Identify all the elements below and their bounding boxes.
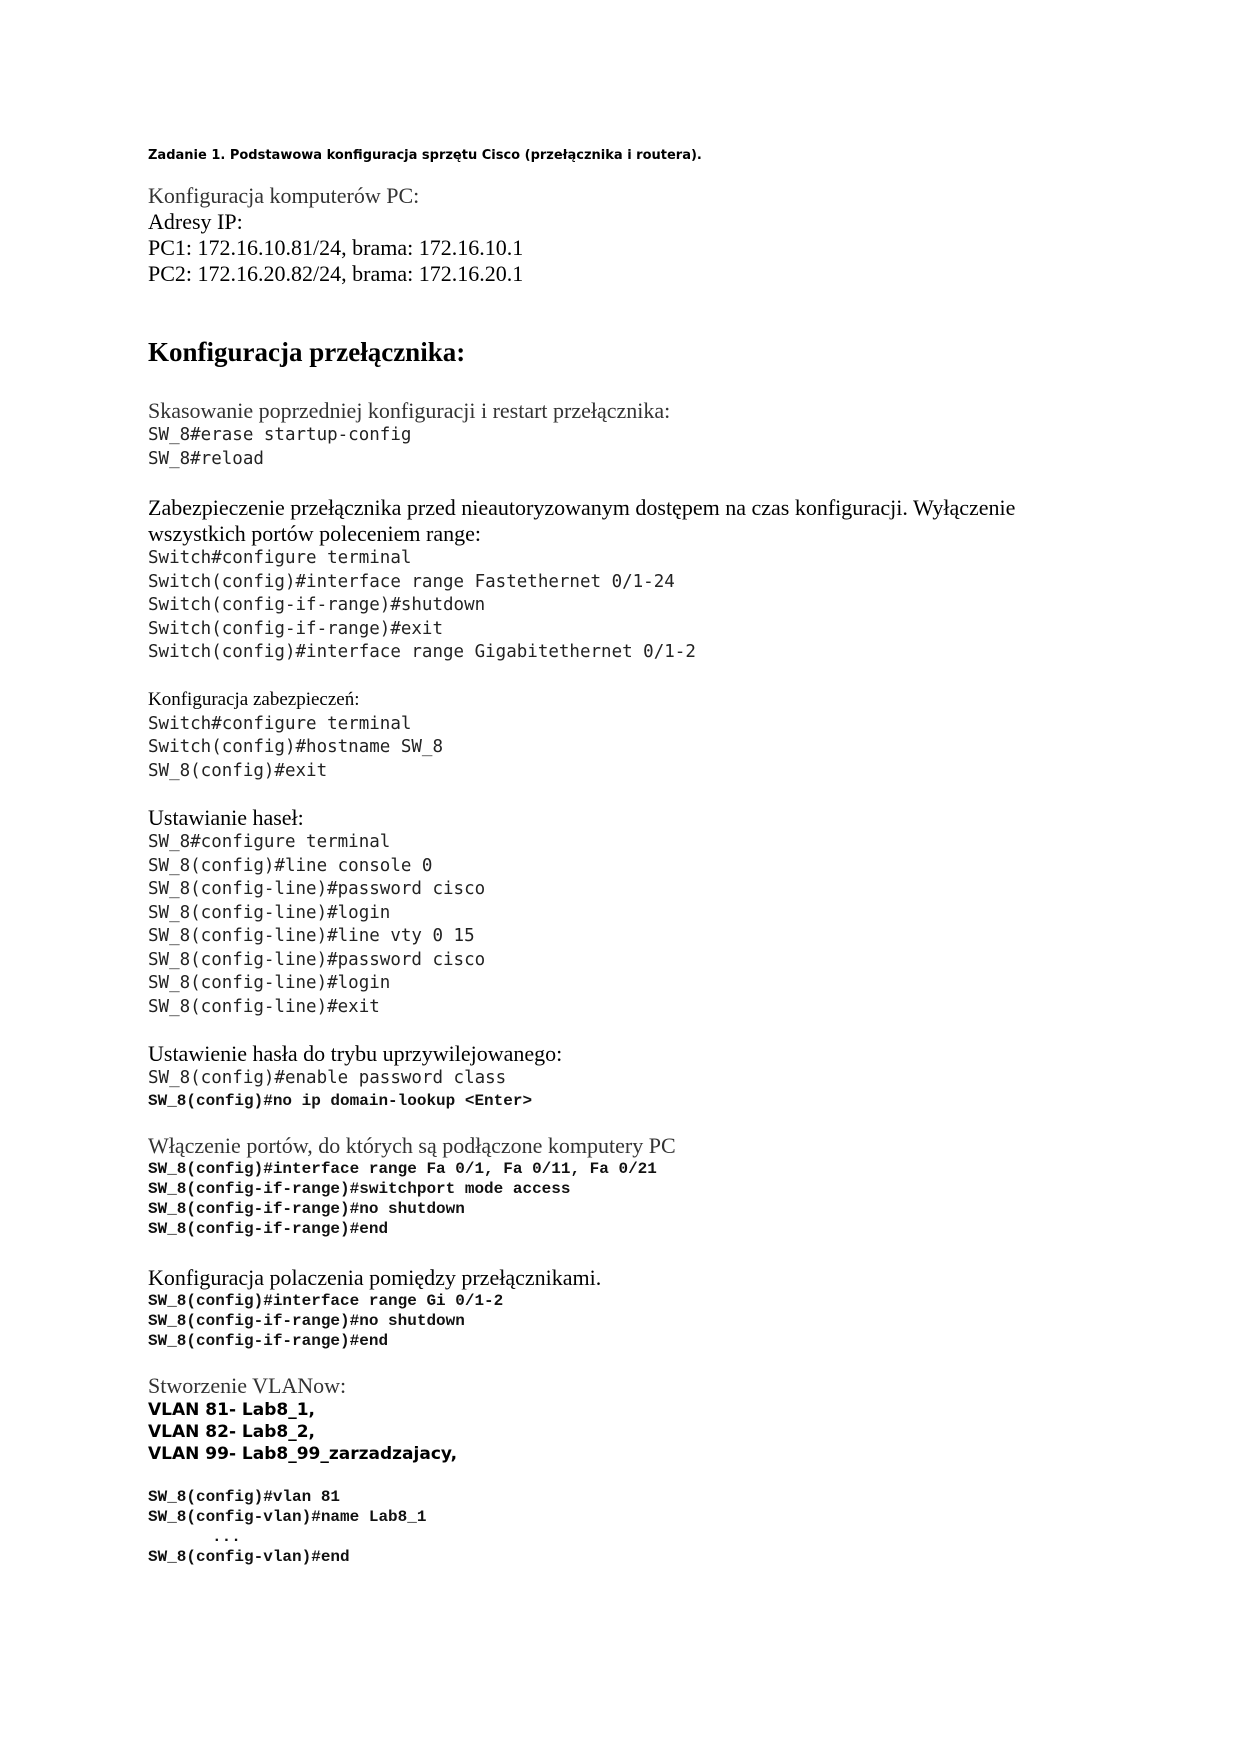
- privileged-section: [148, 1041, 1108, 1111]
- code-line: SW_8(config-line)#exit: [148, 996, 380, 1017]
- pc2-address: PC2: 172.16.20.82/24, brama: 172.16.20.1: [148, 261, 524, 286]
- code-line: SW_8(config)#vlan 81: [148, 1487, 341, 1506]
- code-line: SW_8(config-vlan)#name Lab8_1: [148, 1507, 427, 1526]
- code-line: SW_8(config-line)#login: [148, 973, 391, 993]
- code-line: SW_8(config)#exit: [148, 760, 328, 781]
- code-line: SW_8#configure terminal: [148, 832, 391, 852]
- code-line: SW_8(config)#interface range Fa 0/1, Fa 0/11, Fa 0/21: [148, 1159, 657, 1178]
- trunk-heading: Konfiguracja polaczenia pomiędzy przełącznikami.: [148, 1264, 602, 1290]
- code-line: SW_8(config-line)#line vty 0 15: [148, 926, 475, 946]
- code-line: SW_8(config-line)#password cisco: [148, 879, 486, 899]
- vlan-item: VLAN 99- Lab8_99_zarzadzajacy,: [148, 1443, 458, 1464]
- trunk-section: [148, 1265, 1108, 1351]
- ellipsis-line: ...: [212, 1527, 241, 1546]
- secure-section: [148, 495, 1108, 665]
- code-line: SW_8(config-if-range)#end: [148, 1219, 389, 1238]
- code-line: SW_8(config-line)#login: [148, 902, 391, 923]
- security-config-section: [148, 687, 1108, 784]
- ip-addresses-label: Adresy IP:: [148, 209, 243, 234]
- switch-config-heading: Konfiguracja przełącznika:: [148, 337, 466, 367]
- code-line: SW_8(config)#interface range Gi 0/1-2: [148, 1291, 504, 1310]
- code-line: Switch(config)#interface range Fastethernet 0/1-24: [148, 571, 675, 592]
- vlans-section: [148, 1373, 1108, 1567]
- code-line: SW_8(config)#enable password class: [148, 1068, 507, 1088]
- secure-heading: Zabezpieczenie przełącznika przed nieautoryzowanym dostępem na czas konfiguracji. Wyłączenie wszystkich portów poleceniem range:: [148, 495, 1016, 546]
- code-line: SW_8(config-if-range)#no shutdown: [148, 1199, 465, 1218]
- code-line: SW_8(config-if-range)#switchport mode access: [148, 1179, 571, 1198]
- code-line: SW_8(config-line)#password cisco: [148, 949, 486, 970]
- task-title: Zadanie 1. Podstawowa konfiguracja sprzętu Cisco (przełącznika i routera).: [148, 148, 702, 163]
- code-line: SW_8(config)#line console 0: [148, 855, 433, 876]
- passwords-heading: Ustawianie haseł:: [148, 805, 304, 830]
- vlan-item: VLAN 81- Lab8_1,: [148, 1399, 316, 1420]
- code-line: Switch(config-if-range)#shutdown: [148, 595, 486, 615]
- code-line: Switch#configure terminal: [148, 713, 412, 734]
- code-line: SW_8#reload: [148, 448, 264, 469]
- code-line: SW_8(config-if-range)#end: [148, 1331, 389, 1350]
- erase-heading: Skasowanie poprzedniej konfiguracji i restart przełącznika:: [148, 398, 671, 423]
- ports-heading: Włączenie portów, do których są podłączone komputery PC: [148, 1132, 676, 1158]
- pc-config-heading: Konfiguracja komputerów PC:: [148, 183, 420, 208]
- code-line: Switch(config)#interface range Gigabitethernet 0/1-2: [148, 642, 696, 662]
- pc1-address: PC1: 172.16.10.81/24, brama: 172.16.10.1: [148, 235, 524, 260]
- vlans-heading: Stworzenie VLANow:: [148, 1372, 347, 1398]
- code-line: SW_8(config-vlan)#end: [148, 1547, 350, 1566]
- passwords-section: [148, 805, 1108, 1019]
- ports-section: [148, 1133, 1108, 1239]
- security-config-heading: Konfiguracja zabezpieczeń:: [148, 688, 360, 710]
- document-page: [148, 148, 1108, 1567]
- vlan-item: VLAN 82- Lab8_2,: [148, 1421, 316, 1442]
- code-line: SW_8(config-if-range)#no shutdown: [148, 1311, 465, 1330]
- code-line: SW_8#erase startup-config: [148, 425, 412, 445]
- spacer: [148, 1465, 1108, 1487]
- code-line: Switch(config)#hostname SW_8: [148, 737, 444, 757]
- privileged-heading: Ustawienie hasła do trybu uprzywilejowanego:: [148, 1041, 563, 1066]
- code-line: SW_8(config)#no ip domain-lookup <Enter>: [148, 1091, 533, 1110]
- code-line: Switch(config-if-range)#exit: [148, 618, 444, 639]
- erase-section: [148, 398, 1108, 471]
- code-line: Switch#configure terminal: [148, 548, 412, 568]
